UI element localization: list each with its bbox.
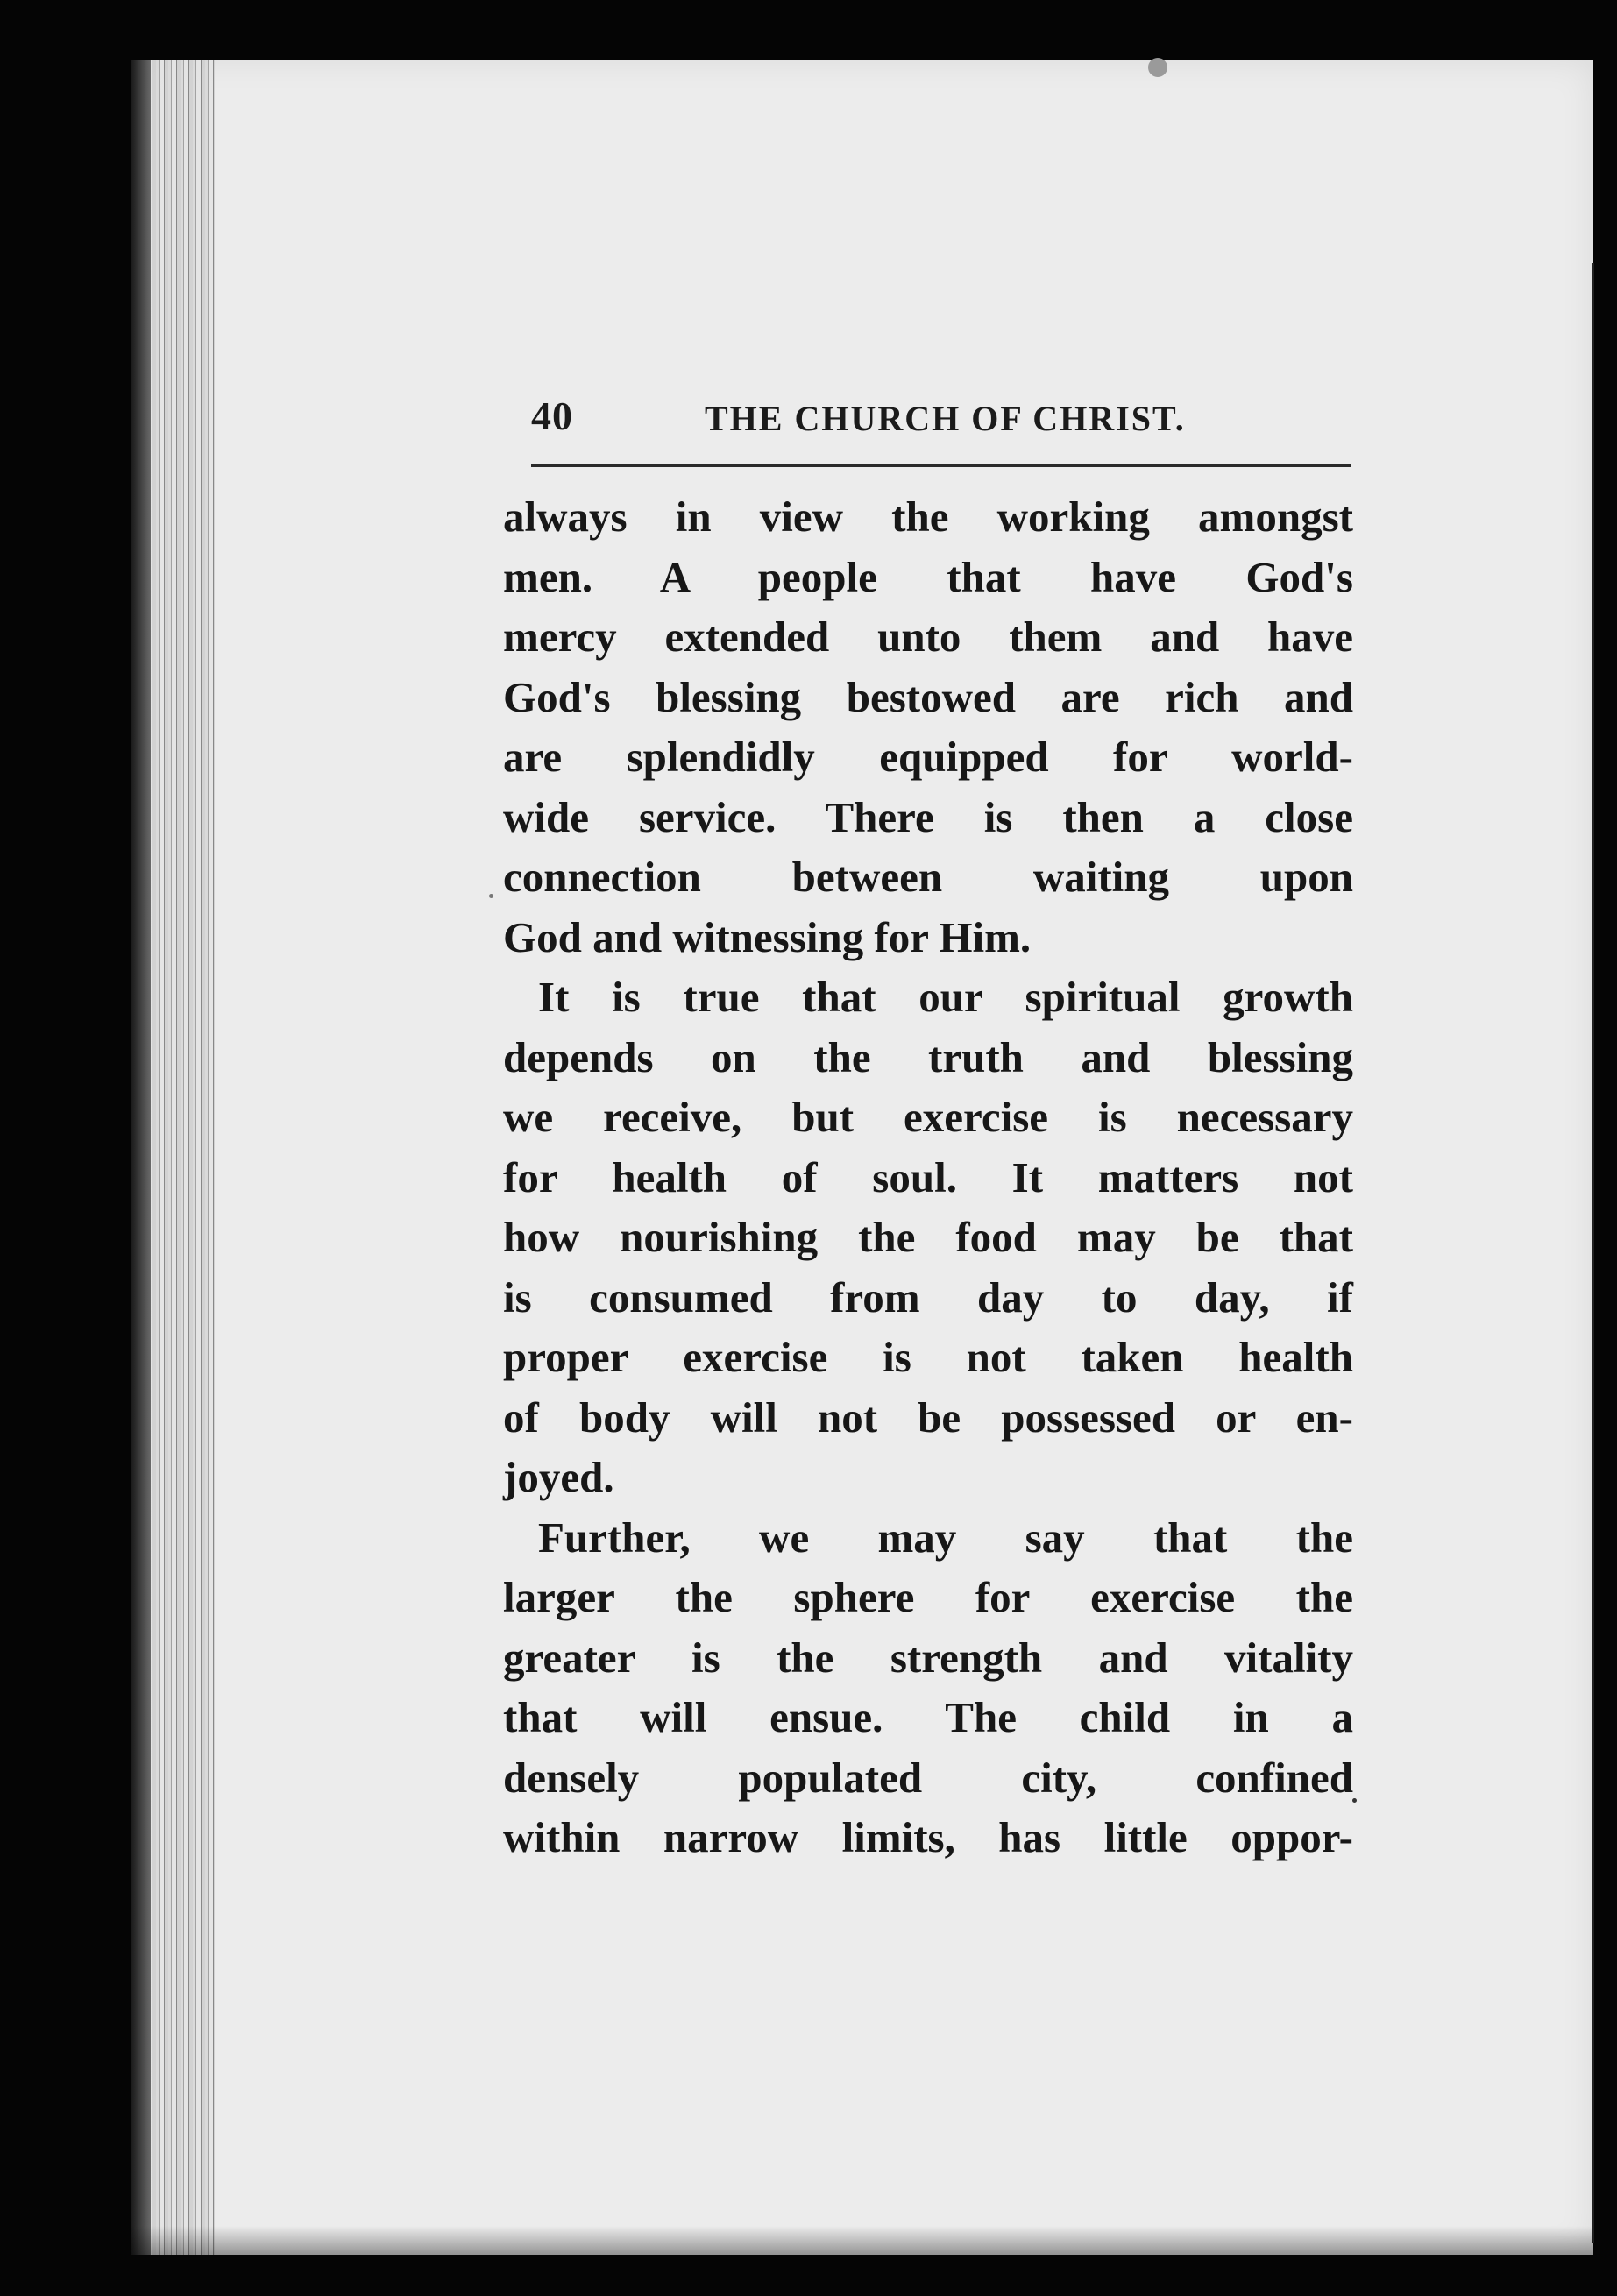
text-line: connection between waiting upon	[503, 853, 1353, 901]
text-line: we receive, but exercise is necessary	[503, 1093, 1353, 1141]
text-line: mercy extended unto them and have	[503, 613, 1353, 661]
text-line: how nourishing the food may be that	[503, 1213, 1353, 1261]
text-line: are splendidly equipped for world-	[503, 733, 1353, 781]
text-line: always in view the working amongst	[503, 493, 1353, 541]
text-line: men. A people that have God's	[503, 552, 1353, 601]
text-line: God and witnessing for Him.	[503, 912, 1032, 961]
text-line: It is true that our spiritual growth	[538, 973, 1353, 1021]
scan-speck	[489, 894, 493, 898]
text-line: for health of soul. It matters not	[503, 1152, 1353, 1201]
text-line: depends on the truth and blessing	[503, 1032, 1353, 1081]
text-line: larger the sphere for exercise the	[503, 1573, 1353, 1621]
page-bottom-shadow	[131, 2226, 1593, 2255]
header-rule	[531, 464, 1351, 467]
text-line: of body will not be possessed or en-	[503, 1392, 1353, 1442]
text-line: that will ensue. The child in a	[503, 1693, 1353, 1741]
text-line: greater is the strength and vitality	[503, 1633, 1353, 1682]
page-right-edge	[1592, 263, 1594, 2243]
text-line: proper exercise is not taken health	[503, 1333, 1353, 1381]
text-line: is consumed from day to day, if	[503, 1272, 1353, 1322]
body-text	[503, 487, 1353, 1868]
text-line: God's blessing bestowed are rich and	[503, 672, 1353, 721]
page-number: 40	[531, 393, 573, 438]
text-line: joyed.	[503, 1453, 614, 1501]
text-line: Further, we may say that the	[538, 1513, 1353, 1562]
text-line: densely populated city, confined	[503, 1753, 1353, 1802]
running-head-title: THE CHURCH OF CHRIST.	[705, 399, 1186, 438]
binding-shadow	[131, 60, 151, 2255]
text-line: within narrow limits, has little oppor-	[503, 1813, 1353, 1861]
running-head	[531, 393, 1355, 445]
text-line: wide service. There is then a close	[503, 792, 1353, 841]
scan-speck	[1148, 58, 1167, 77]
